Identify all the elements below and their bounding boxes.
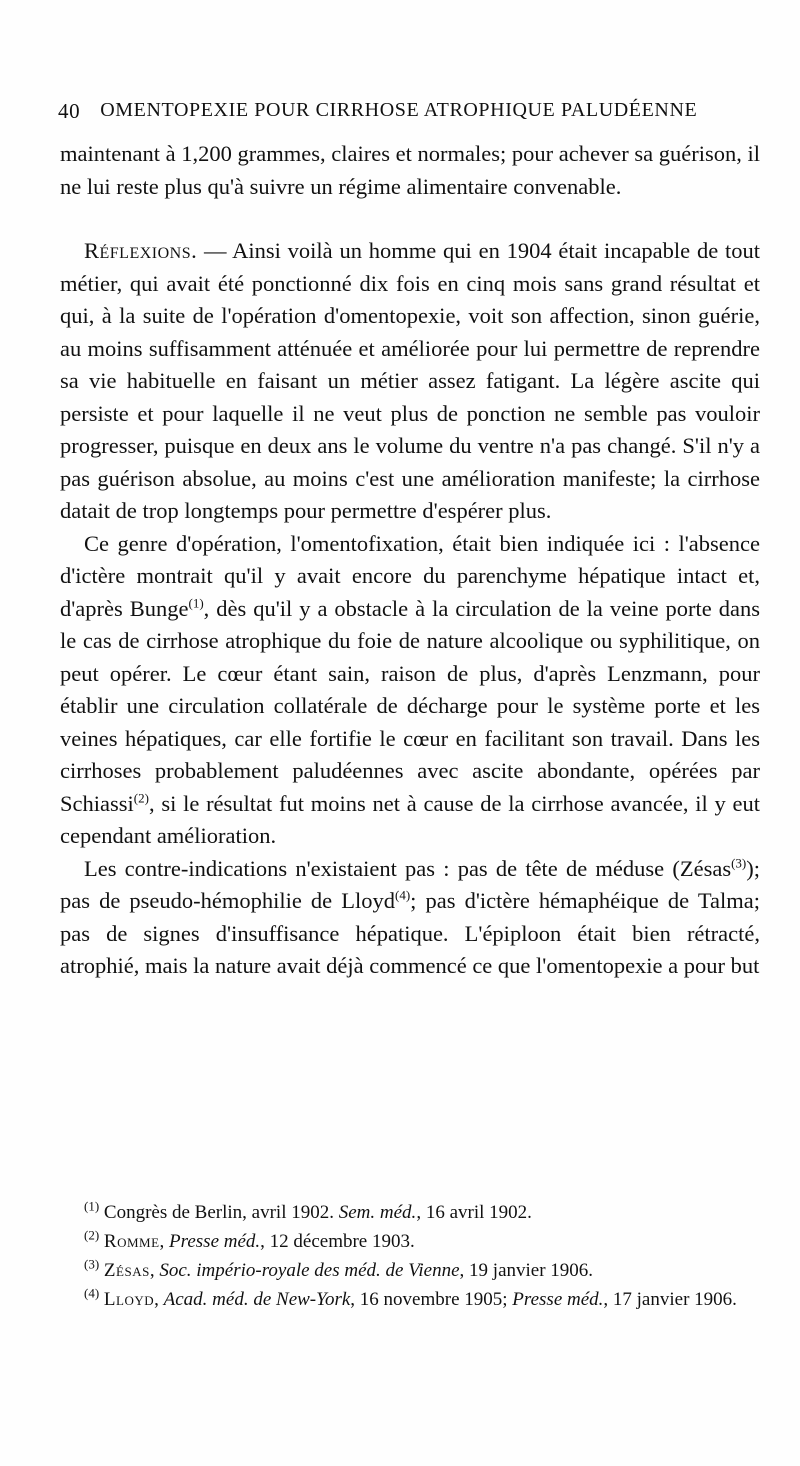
running-header <box>58 99 758 124</box>
text-run: Les contre-indications n'existaient pas : pas de tête de méduse (Zésas <box>84 855 732 881</box>
footnote-text: , 16 novembre 1905; <box>350 1289 513 1310</box>
footnote-mark: (1) <box>84 1198 100 1214</box>
footnote-mark: (2) <box>84 1227 100 1243</box>
text-run: ; pas d'ictère hémaphéique de Talma; pas de signes d'insuffisance hépatique. L'épiploon était bien rétracté, atrophié, mais la nature avait déjà commencé ce que l'omentopexie a pour but <box>60 888 760 978</box>
footnote-ref-1: (1) <box>188 595 204 610</box>
footnotes <box>60 1198 760 1314</box>
footnote-journal: Presse méd. <box>512 1289 604 1310</box>
footnote-ref-2: (2) <box>133 790 149 805</box>
footnote-ref-4: (4) <box>395 887 411 903</box>
paragraph-continued: maintenant à 1,200 grammes, claires et normales; pour achever sa guérison, il ne lui reste plus qu'à suivre un régime alimentaire convenable. <box>60 141 760 199</box>
footnote-text: , 17 janvier 1906. <box>603 1289 737 1310</box>
paragraph-text: — Ainsi voilà un homme qui en 1904 était incapable de tout métier, qui avait été ponctionné dix fois en cinq mois sans grand résultat et qui, à la suite de l'opération d'omentopexie, voit son affection, sinon guérie, au moins suffisamment atténuée et améliorée pour lui permettre de reprendre sa vie habituelle en faisant un métier assez fatigant. La légère ascite qui persiste et pour laquelle il ne veut plus de ponction ne semble pas vouloir progresser, puisque en deux ans le volume du ventre n'a pas changé. S'il n'y a pas guérison absolue, au moins c'est une amélioration manifeste; la cirrhose datait de trop longtemps pour permettre d'espérer plus. <box>60 238 760 523</box>
footnote-author: Lloyd <box>103 1289 155 1310</box>
text-run: , dès qu'il y a obstacle à la circulation de la veine porte dans le cas de cirrhose atrophique du foie de nature alcoolique ou syphilitique, on peut opérer. Le cœur étant sain, raison de plus, d'après Lenzmann, pour établir une circulation collatérale de décharge pour le système porte et les veines hépatiques, car elle fortifie le cœur en facilitant son travail. Dans les cirrhoses probablement paludéennes avec ascite abondante, opérées par Schiassi <box>60 595 760 816</box>
paragraph-indications <box>60 528 760 853</box>
footnote-author: Zésas <box>103 1260 150 1281</box>
running-title: OMENTOPEXIE POUR CIRRHOSE ATROPHIQUE PALUDÉENNE <box>100 99 698 121</box>
footnote-text: , <box>149 1260 160 1281</box>
paragraph-contre-indications <box>60 853 760 983</box>
footnote <box>60 1256 760 1285</box>
paragraph-reflexions <box>60 235 760 528</box>
footnote-text: , 19 janvier 1906. <box>459 1260 594 1281</box>
footnote <box>60 1227 760 1256</box>
footnote <box>60 1285 760 1314</box>
text-run: Ce genre d'opération, l'omentofixation, était bien indiquée ici : l'absence d'ictère montrait qu'il y avait encore du parenchyme hépatique intact et, d'après Bunge <box>60 530 760 621</box>
section-label: Réflexions. <box>84 238 198 263</box>
footnote <box>60 1198 760 1227</box>
footnote-text: , 16 avril 1902. <box>416 1202 532 1223</box>
footnote-journal: Acad. méd. de New-York <box>163 1289 351 1310</box>
footnote-text: Congrès de Berlin, avril 1902. <box>99 1202 339 1223</box>
footnote-text: , 12 décembre 1903. <box>260 1231 415 1252</box>
footnote-ref-3: (3) <box>731 855 747 870</box>
footnote-journal: Soc. império-royale des méd. de Vienne <box>159 1260 460 1281</box>
main-text <box>60 138 760 983</box>
footnote-journal: Sem. méd. <box>338 1202 417 1223</box>
text-run: ); pas de pseudo-hémophilie de Lloyd <box>60 855 760 913</box>
footnote-author: Romme <box>103 1231 160 1252</box>
footnote-text: , <box>159 1231 170 1252</box>
page-number: 40 <box>58 99 81 123</box>
footnote-mark: (3) <box>84 1256 100 1272</box>
footnote-mark: (4) <box>84 1285 100 1301</box>
footnote-journal: Presse méd. <box>169 1231 261 1252</box>
text-run: , si le résultat fut moins net à cause de la cirrhose avancée, il y eut cependant amélioration. <box>60 790 760 848</box>
footnote-text: , <box>154 1289 164 1310</box>
